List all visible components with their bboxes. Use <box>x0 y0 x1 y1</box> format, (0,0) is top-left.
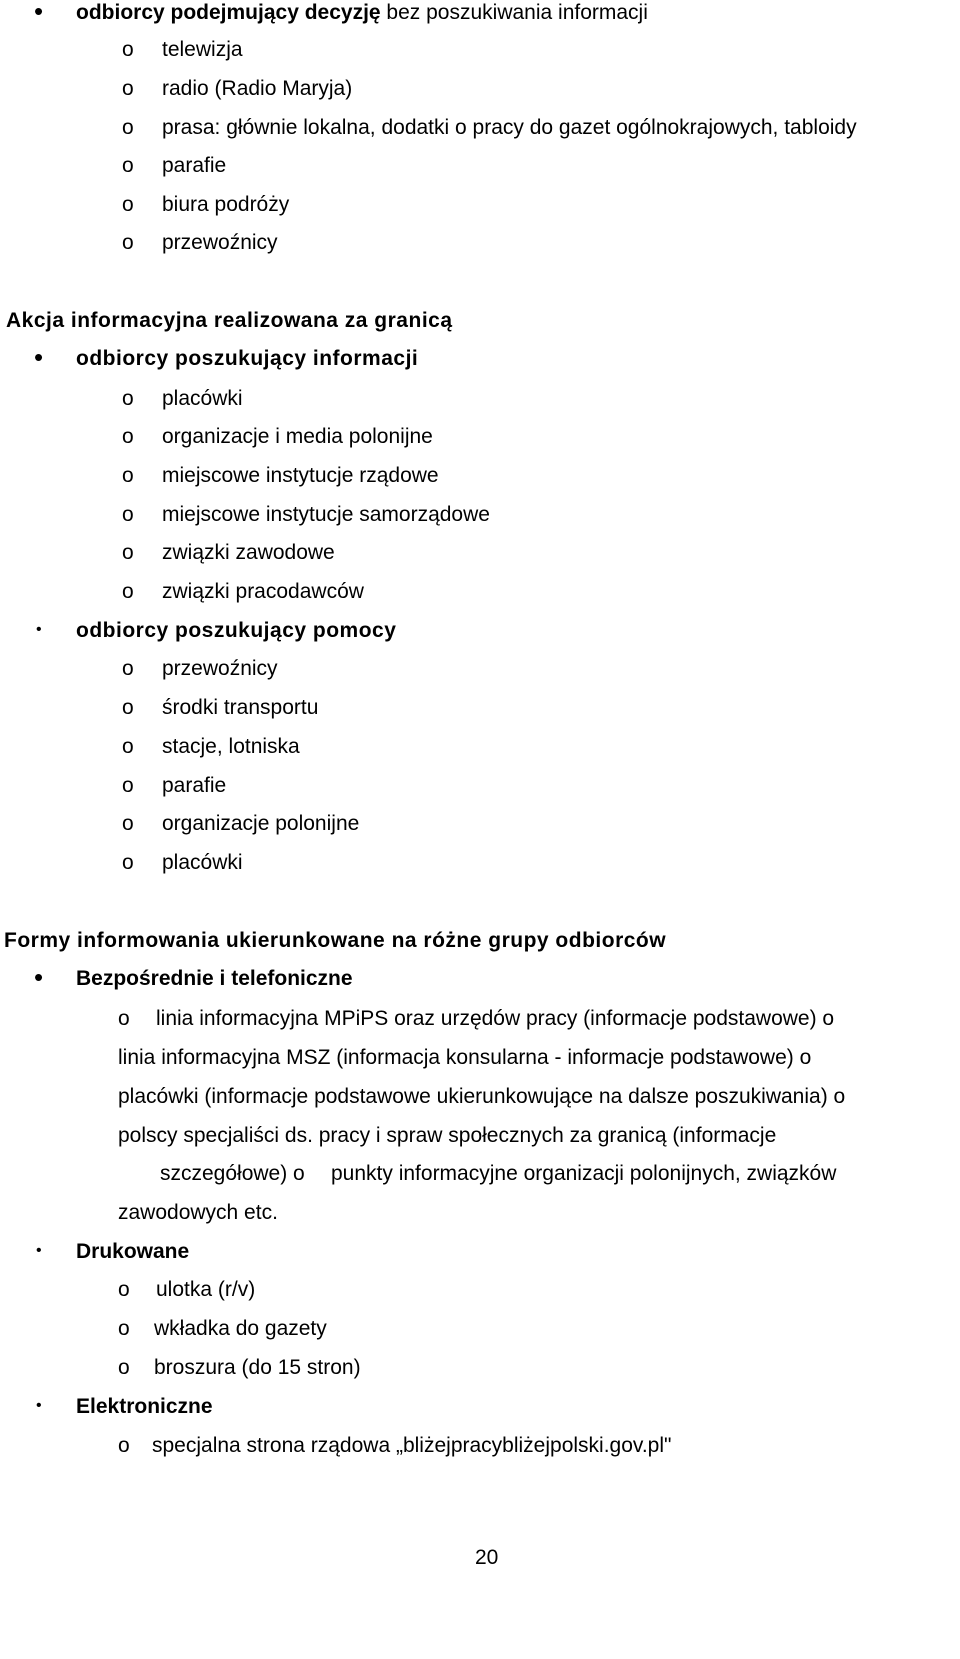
sub-marker: o <box>122 774 134 797</box>
list-item: parafie <box>162 154 227 177</box>
sub-marker: o <box>122 851 134 874</box>
sub-marker: o <box>122 38 134 61</box>
paragraph-line: linia informacyjna MSZ (informacja konsularna - informacje podstawowe) o <box>118 1046 812 1069</box>
sub-marker: o <box>122 116 134 139</box>
list-item: prasa: głównie lokalna, dodatki o pracy do gazet ogólnokrajowych, tabloidy <box>162 116 857 139</box>
sub-marker: o <box>122 812 134 835</box>
page-number: 20 <box>475 1546 499 1569</box>
bullet-marker: • <box>34 962 44 992</box>
sub-marker: o <box>118 1434 130 1457</box>
bullet-marker: • <box>36 1242 42 1259</box>
sub-marker: o <box>118 1317 130 1340</box>
paragraph-line: punkty informacyjne organizacji polonijnych, związków <box>331 1162 837 1185</box>
bullet-marker: • <box>34 0 44 26</box>
list-item: związki zawodowe <box>162 541 335 564</box>
list-item: placówki <box>162 387 243 410</box>
paragraph-line: polscy specjaliści ds. pracy i spraw społecznych za granicą (informacje <box>118 1124 777 1147</box>
sub-marker: o <box>122 735 134 758</box>
section-1-heading-bold: odbiorcy podejmujący decyzję <box>76 1 381 24</box>
list-item: placówki <box>162 851 243 874</box>
list-item: organizacje i media polonijne <box>162 425 433 448</box>
sub-marker: o <box>122 580 134 603</box>
section-2-heading: Akcja informacyjna realizowana za granicą <box>6 309 453 332</box>
list-item: związki pracodawców <box>162 580 364 603</box>
list-item: przewoźnicy <box>162 231 278 254</box>
subsection-heading: odbiorcy poszukujący informacji <box>76 347 419 370</box>
paragraph-line: zawodowych etc. <box>118 1201 278 1224</box>
list-item: broszura (do 15 stron) <box>154 1356 361 1379</box>
list-item: środki transportu <box>162 696 319 719</box>
bullet-marker: • <box>36 621 42 638</box>
sub-marker: o <box>118 1007 130 1030</box>
subsection-heading: odbiorcy poszukujący pomocy <box>76 619 397 642</box>
list-item: przewoźnicy <box>162 657 278 680</box>
section-3-heading: Formy informowania ukierunkowane na różne grupy odbiorców <box>4 929 667 952</box>
list-item: parafie <box>162 774 227 797</box>
subsection-heading: Elektroniczne <box>76 1395 213 1418</box>
list-item: miejscowe instytucje samorządowe <box>162 503 490 526</box>
sub-marker: o <box>122 425 134 448</box>
sub-marker: o <box>122 657 134 680</box>
list-item: ulotka (r/v) <box>156 1278 256 1301</box>
section-1-heading-rest: bez poszukiwania informacji <box>380 1 648 24</box>
sub-marker: o <box>122 503 134 526</box>
sub-marker: o <box>122 541 134 564</box>
list-item: specjalna strona rządowa „bliżejpracybliżejpolski.gov.pl" <box>152 1434 672 1457</box>
subsection-heading: Bezpośrednie i telefoniczne <box>76 967 353 990</box>
list-item: radio (Radio Maryja) <box>162 77 353 100</box>
sub-marker: o <box>118 1356 130 1379</box>
list-item: miejscowe instytucje rządowe <box>162 464 439 487</box>
bullet-marker: • <box>36 1397 42 1414</box>
paragraph-line: linia informacyjna MPiPS oraz urzędów pracy (informacje podstawowe) o <box>156 1007 835 1030</box>
list-item: stacje, lotniska <box>162 735 300 758</box>
list-item: wkładka do gazety <box>154 1317 327 1340</box>
sub-marker: o <box>122 154 134 177</box>
sub-marker: o <box>122 231 134 254</box>
list-item: biura podróży <box>162 193 290 216</box>
bullet-marker: • <box>34 342 44 372</box>
list-item: organizacje polonijne <box>162 812 360 835</box>
sub-marker: o <box>122 387 134 410</box>
sub-marker: o <box>122 77 134 100</box>
subsection-heading: Drukowane <box>76 1240 190 1263</box>
section-1-heading <box>76 0 648 26</box>
paragraph-line: szczegółowe) o <box>160 1162 305 1185</box>
sub-marker: o <box>122 193 134 216</box>
sub-marker: o <box>122 696 134 719</box>
list-item: telewizja <box>162 38 243 61</box>
paragraph-line: placówki (informacje podstawowe ukierunkowujące na dalsze poszukiwania) o <box>118 1085 846 1108</box>
sub-marker: o <box>122 464 134 487</box>
sub-marker: o <box>118 1278 130 1301</box>
